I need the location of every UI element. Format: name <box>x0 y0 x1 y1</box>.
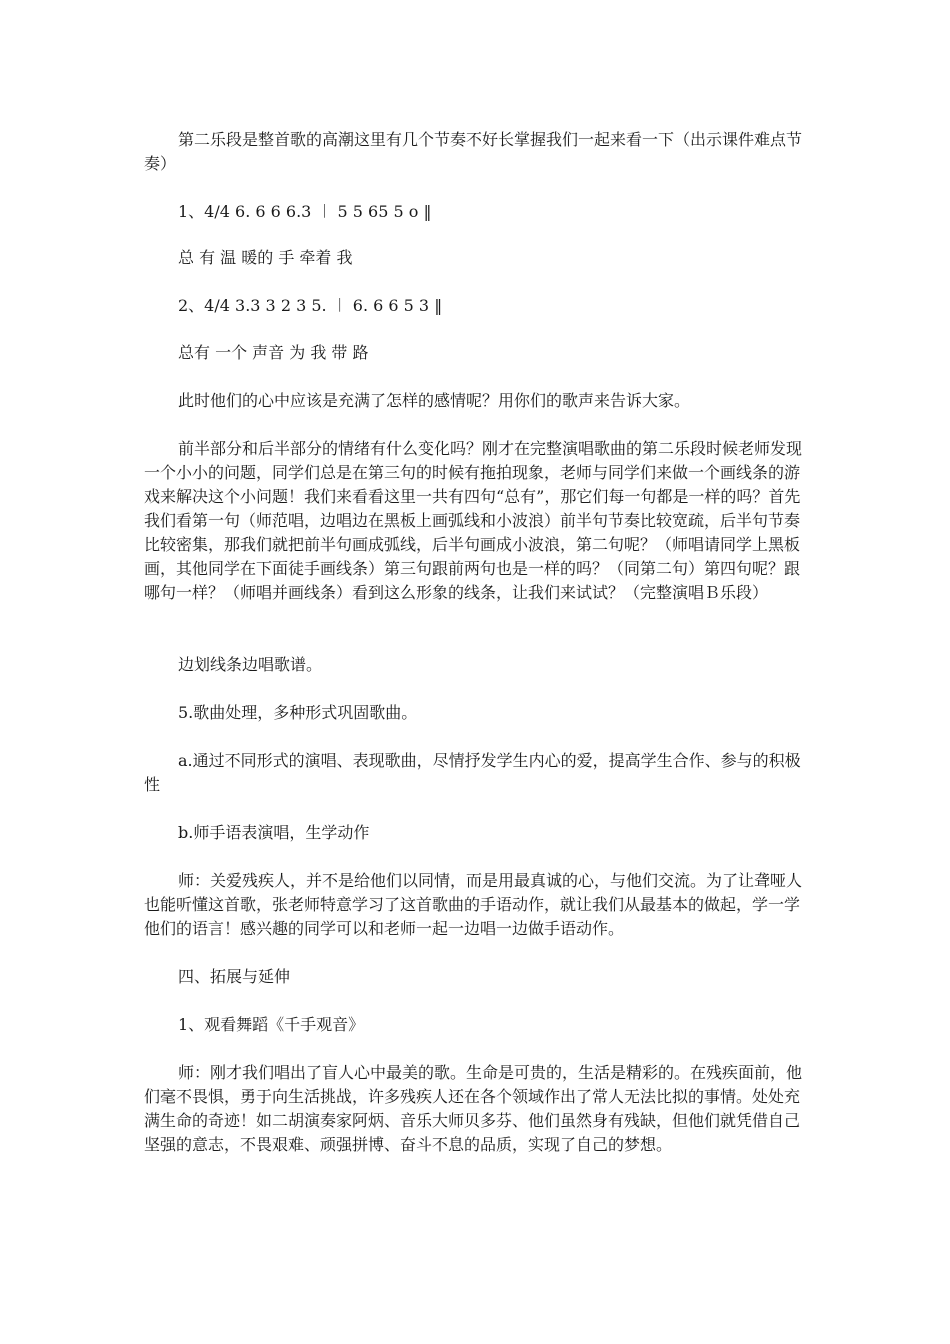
section-heading-extension: 四、拓展与延伸 <box>178 967 291 986</box>
section-song-processing: 5.歌曲处理，多种形式巩固歌曲。 <box>178 703 418 722</box>
item-watch-dance: 1、观看舞蹈《千手观音》 <box>178 1015 365 1034</box>
item-b-sign-language: b.师手语表演唱，生学动作 <box>178 823 370 842</box>
rhythm-line-2: 2、4/4 3.3 3 2 3 5. ︱ 6. 6 6 5 3 ‖ <box>178 296 443 315</box>
paragraph-teacher-life: 师：刚才我们唱出了盲人心中最美的歌。生命是可贵的，生活是精彩的。在残疾面前，他们毫不畏惧，勇于向生活挑战，许多残疾人还在各个领域作出了常人无法比拟的事情。处处充满生命的奇迹！如二胡演奏家阿炳、音乐大师贝多芬、他们虽然身有残缺，但他们就凭借自己坚强的意志，不畏艰难、顽强拼博、奋斗不息的品质，实现了自己的梦想。 <box>144 1063 803 1154</box>
paragraph-line-drawing-game: 前半部分和后半部分的情绪有什么变化吗？刚才在完整演唱歌曲的第二乐段时候老师发现一个小小的问题，同学们总是在第三句的时候有拖拍现象，老师与同学们来做一个画线条的游戏来解决这个小问题！我们来看看这里一共有四句“总有”，那它们每一句都是一样的吗？首先我们看第一句（师范唱，边唱边在黑板上画弧线和小波浪）前半句节奏比较宽疏，后半句节奏比较密集，那我们就把前半句画成弧线，后半句画成小波浪，第二句呢？（师唱请同学上黑板画，其他同学在下面徒手画线条）第三句跟前两句也是一样的吗？（同第二句）第四句呢？跟哪句一样？（师唱并画线条）看到这么形象的线条，让我们来试试？（完整演唱Ｂ乐段） <box>144 439 803 602</box>
item-a-performance: a.通过不同形式的演唱、表现歌曲，尽情抒发学生内心的爱，提高学生合作、参与的积极性 <box>144 751 801 794</box>
paragraph-sing-with-lines: 边划线条边唱歌谱。 <box>178 655 323 674</box>
rhythm-line-1: 1、4/4 6. 6 6 6.3 ︱ 5 5 65 5 o ‖ <box>178 202 432 221</box>
lyrics-line-1: 总 有 温 暖的 手 牵着 我 <box>178 248 353 267</box>
lyrics-line-2: 总有 一个 声音 为 我 带 路 <box>178 343 369 362</box>
paragraph-teacher-care: 师：关爱残疾人，并不是给他们以同情，而是用最真诚的心，与他们交流。为了让聋哑人也能听懂这首歌，张老师特意学习了这首歌曲的手语动作，就让我们从最基本的做起，学一学他们的语言！感兴趣的同学可以和老师一起一边唱一边做手语动作。 <box>144 871 803 938</box>
paragraph-emotion-question: 此时他们的心中应该是充满了怎样的感情呢？用你们的歌声来告诉大家。 <box>178 391 691 410</box>
paragraph-intro-rhythm: 第二乐段是整首歌的高潮这里有几个节奏不好长掌握我们一起来看一下（出示课件难点节奏） <box>144 130 803 173</box>
